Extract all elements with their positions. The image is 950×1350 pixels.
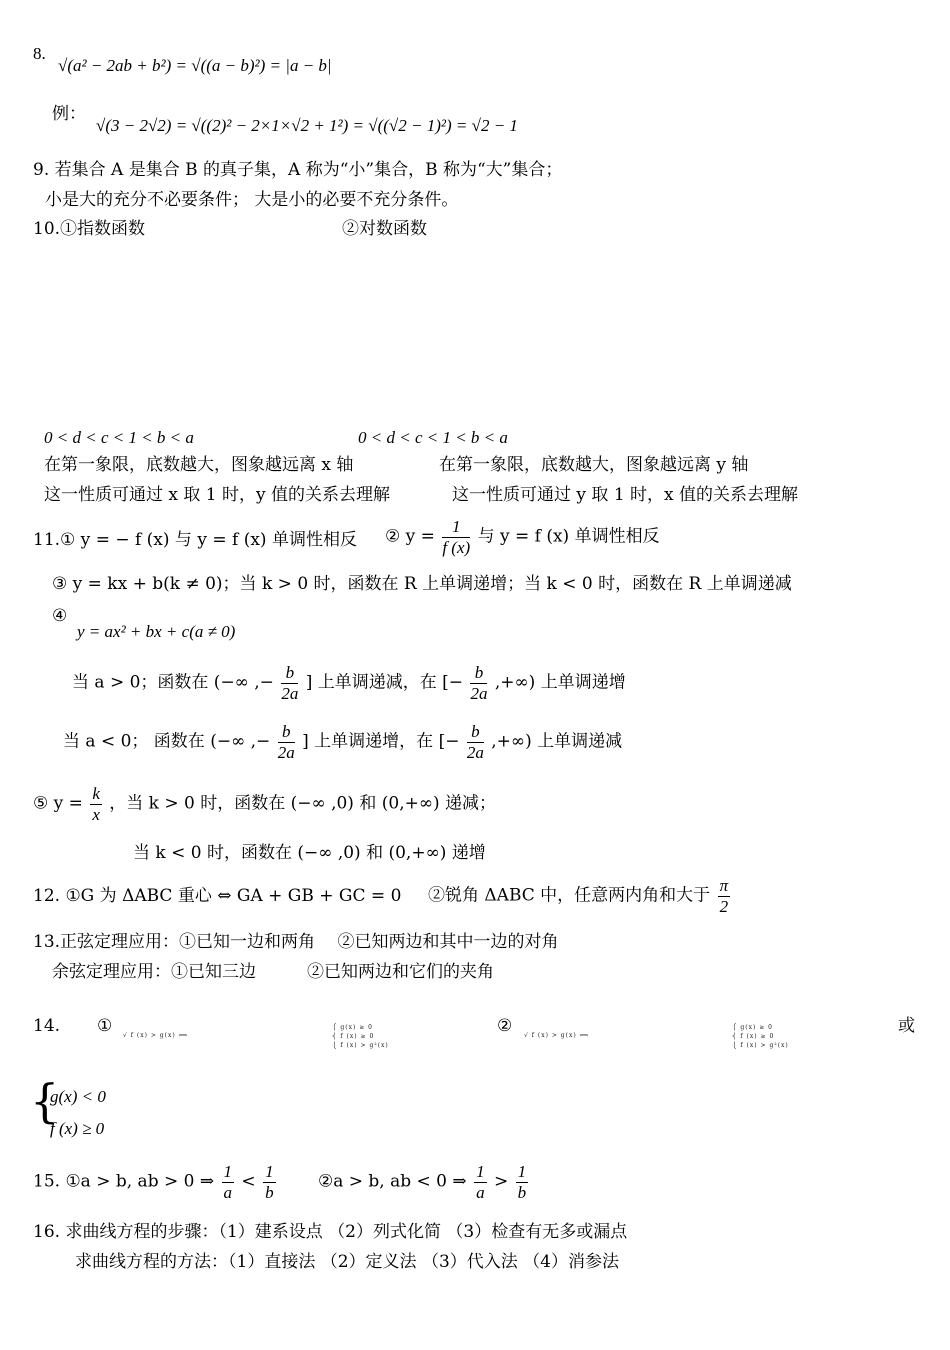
item-14-case-2: ② [497,1016,513,1036]
case-a-prefix: 当 a > 0；函数在 (−∞ ,− [72,672,274,693]
vertex-fraction [278,722,295,762]
reciprocal-a [222,1162,235,1202]
half-pi-fraction [718,876,731,916]
fraction-numerator: b [278,722,295,743]
inverse-fraction [90,784,102,824]
reciprocal-a [474,1162,487,1202]
reciprocal-b [516,1162,529,1202]
vertex-fraction [470,663,487,703]
item-10-exp-heading: 10.①指数函数 [33,219,146,239]
fraction-numerator: k [92,784,100,803]
item-14-system-1: ⎧ g(x) ≥ 0 ⎨ f (x) ≥ 0 ⎩ f (x) > g²(x) [332,1024,389,1049]
item-14-case-1: ① [97,1016,113,1036]
item-10-right-line-2: 这一性质可通过 y 取 1 时，x 值的关系去理解 [452,485,799,505]
item-11-line-1b [385,517,660,557]
fraction-denominator: 2 [719,896,729,916]
item-16-steps: 16. 求曲线方程的步骤：（1）建系设点 （2）列式化简 （3）检查有无多或漏点 [33,1222,628,1242]
item-15-case-1-text: 15. ①a > b, ab > 0 ⇒ [33,1171,215,1192]
item-11-line-3: ③ y = kx + b(k ≠ 0)；当 k > 0 时，函数在 R 上单调递增；当 k < 0 时，函数在 R 上单调递减 [52,574,792,594]
item-9-line-2: 小是大的充分不必要条件； 大是小的必要不充分条件。 [45,190,459,210]
fraction-numerator: 1 [223,1162,232,1181]
item-10-left-line-2: 这一性质可通过 x 取 1 时，y 值的关系去理解 [44,485,391,505]
item-16-methods: 求曲线方程的方法：（1）直接法 （2）定义法 （3）代入法 （4）消参法 [75,1252,619,1272]
item-11-4-case-b [63,722,622,762]
fraction-denominator: 2a [281,683,299,703]
item-11-5-text: ，当 k > 0 时，函数在 (−∞ ,0) 和 (0,+∞) 递减； [109,793,497,814]
item-10-log-heading: ②对数函数 [342,219,427,239]
fraction-denominator: a [476,1182,485,1202]
item-14-system-2: ⎧ g(x) ≥ 0 ⎨ f (x) ≥ 0 ⎩ f (x) > g²(x) [732,1024,789,1049]
item-12-acute-text: ②锐角 ΔABC 中，任意两内角和大于 [428,885,711,906]
item-11-line-5b: 当 k < 0 时，函数在 (−∞ ,0) 和 (0,+∞) 递增 [133,843,486,863]
item-8-formula: √(a² − 2ab + b²) = √((a − b)²) = |a − b| [58,56,332,75]
item-15-case-2 [318,1162,530,1202]
item-11-line-5a [33,784,496,824]
fraction-numerator: 1 [442,517,470,538]
item-15-case-1 [33,1162,278,1202]
case-a-suffix: ,+∞) 上单调递增 [494,672,626,693]
item-11-4-formula: y = ax² + bx + c(a ≠ 0) [77,622,236,641]
item-14-formula-2: √ f (x) > g(x) ⟺ [524,1032,590,1039]
fraction-denominator: x [92,804,100,824]
item-8-number: 8. [33,44,46,63]
item-9-line-1: 9. 若集合 A 是集合 B 的真子集，A 称为“小”集合，B 称为“大”集合； [33,160,563,180]
item-14-formula-1: √ f (x) > g(x) ⟺ [123,1032,189,1039]
fraction-denominator: 2a [470,683,488,703]
item-14-condition-2: f (x) ≥ 0 [50,1119,105,1138]
case-b-middle: ] 上单调递增，在 [− [302,731,460,752]
item-13-cosine: 余弦定理应用：①已知三边 ②已知两边和它们的夹角 [52,962,494,982]
item-14-number: 14. [33,1016,61,1036]
item-12-centroid: 12. ①G 为 ΔABC 重心 ⇔ GA + GB + GC = 0 [33,886,402,906]
fraction-numerator: 1 [265,1162,274,1181]
reciprocal-fraction [442,517,470,557]
less-than: < [241,1171,256,1192]
reciprocal-b [263,1162,276,1202]
item-11-4-case-a [72,663,626,703]
item-15-case-2-text: ②a > b, ab < 0 ⇒ [318,1171,467,1192]
fraction-denominator: a [223,1182,232,1202]
item-13-sine: 13.正弦定理应用：①已知一边和两角 ②已知两边和其中一边的对角 [33,932,559,952]
fraction-numerator: b [470,663,487,684]
item-10-left-line-1: 在第一象限，底数越大，图象越远离 x 轴 [44,455,354,475]
case-b-prefix: 当 a < 0； 函数在 (−∞ ,− [63,731,271,752]
item-10-inequality-right: 0 < d < c < 1 < b < a [358,428,508,447]
fraction-numerator: π [719,876,729,895]
item-11-5-prefix: ⑤ y = [33,793,83,814]
left-brace: { [30,1074,60,1128]
fraction-denominator: 2a [277,742,295,762]
fraction-denominator: b [265,1182,274,1202]
fraction-denominator: b [517,1182,527,1202]
vertex-fraction [281,663,298,703]
fraction-denominator: 2a [466,742,484,762]
item-14-condition-1: g(x) < 0 [50,1087,106,1106]
fraction-numerator: 1 [517,1162,527,1181]
greater-than: > [493,1171,509,1192]
item-8-example-formula: √(3 − 2√2) = √((2)² − 2×1×√2 + 1²) = √((√2 − 1)²) = √2 − 1 [96,116,518,135]
item-12-acute [428,876,732,916]
fraction-denominator: f (x) [442,537,471,557]
item-14-or: 或 [898,1016,915,1036]
case-b-suffix: ,+∞) 上单调递减 [491,731,623,752]
item-11-line-1a: 11.① y = − f (x) 与 y = f (x) 单调性相反 [33,530,357,550]
fraction-numerator: b [281,663,298,684]
item-11-1b-prefix: ② y = [385,526,435,547]
fraction-numerator: 1 [476,1162,485,1181]
item-11-4-mark: ④ [52,606,68,626]
item-11-1b-suffix: 与 y = f (x) 单调性相反 [477,526,660,547]
item-10-inequality-left: 0 < d < c < 1 < b < a [44,428,194,447]
item-10-right-line-1: 在第一象限，底数越大，图象越远离 y 轴 [439,455,749,475]
case-a-middle: ] 上单调递减，在 [− [305,672,464,693]
vertex-fraction [467,722,484,762]
item-8-example-label: 例： [52,104,86,124]
fraction-numerator: b [467,722,484,743]
